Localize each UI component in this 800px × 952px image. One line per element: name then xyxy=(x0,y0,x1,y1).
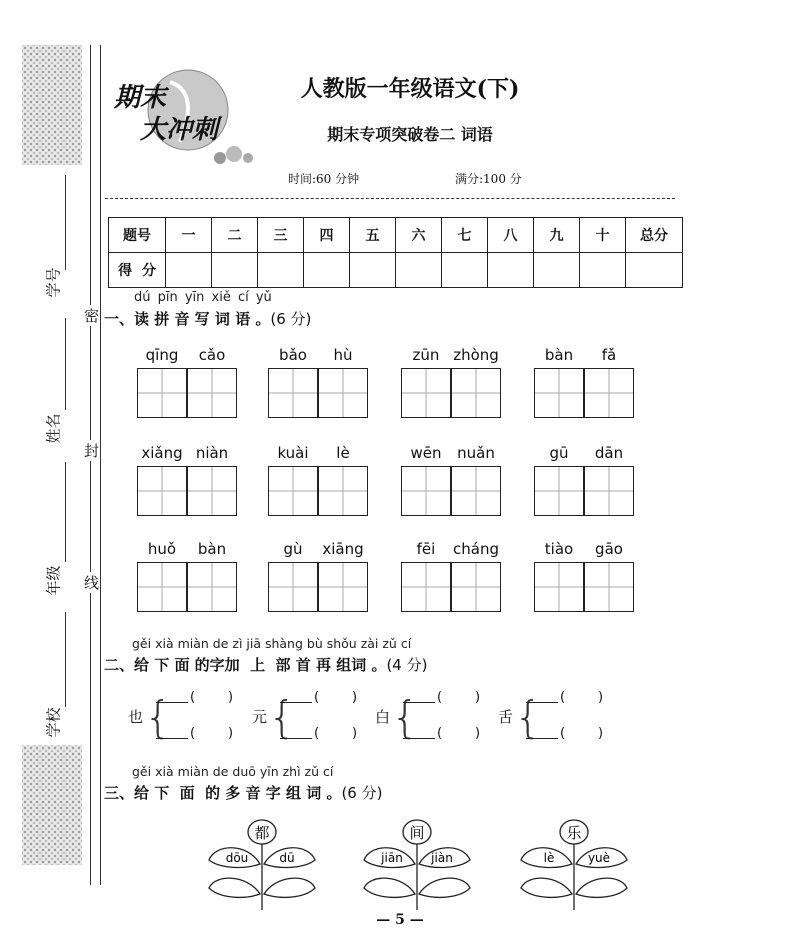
pinyin-word-group xyxy=(534,444,634,516)
binding-pattern-top xyxy=(22,45,82,165)
score-cell[interactable] xyxy=(396,253,442,288)
paren-open: ( xyxy=(190,690,196,705)
score-header-cell: 六 xyxy=(396,218,442,253)
brace-icon: { xyxy=(391,692,419,743)
logo-line2: 大冲刺 xyxy=(140,115,219,145)
paren-open: ( xyxy=(314,690,320,705)
tianzige-writing-box[interactable] xyxy=(451,562,501,612)
section2-pinyin: gěi xià miàn de zì jiā shàng bù shǒu zài zǔ cí xyxy=(132,636,412,651)
grade-blank xyxy=(65,462,66,562)
tianzige-writing-box[interactable] xyxy=(137,562,187,612)
brace-icon: { xyxy=(514,692,542,743)
flower-center-char: 乐 xyxy=(566,824,582,842)
pinyin-word-group xyxy=(401,444,501,516)
score-cell[interactable] xyxy=(442,253,488,288)
score-header-cell: 九 xyxy=(534,218,580,253)
score-header-cell: 十 xyxy=(580,218,626,253)
pinyin-word-group xyxy=(401,540,501,612)
paren-open: ( xyxy=(560,690,566,705)
pinyin-syllable: huǒ xyxy=(147,540,177,558)
paren-open: ( xyxy=(437,726,443,741)
answer-blank[interactable] xyxy=(403,738,435,739)
score-cell[interactable] xyxy=(580,253,626,288)
section2-points: (4 分) xyxy=(386,656,428,674)
tianzige-writing-box[interactable] xyxy=(534,562,584,612)
pinyin-syllable: tiào xyxy=(544,540,574,558)
pinyin-word-group xyxy=(137,346,237,418)
tianzige-writing-box[interactable] xyxy=(268,368,318,418)
answer-blank[interactable] xyxy=(156,738,188,739)
answer-blank[interactable] xyxy=(526,702,558,703)
paren-open: ( xyxy=(560,726,566,741)
flower-pinyin-right: dū xyxy=(279,851,295,865)
school-label: 学校 xyxy=(44,707,63,738)
tianzige-writing-box[interactable] xyxy=(318,466,368,516)
section1-points: (6 分) xyxy=(270,310,312,328)
brace-icon: { xyxy=(268,692,296,743)
tianzige-writing-box[interactable] xyxy=(534,466,584,516)
page-number: — 5 — xyxy=(376,912,424,928)
polyphone-flower xyxy=(207,812,317,912)
paren-close: ) xyxy=(228,690,234,705)
pinyin-word-group xyxy=(401,346,501,418)
pinyin-syllable: cǎo xyxy=(198,346,226,364)
score-table xyxy=(108,217,683,288)
tianzige-writing-box[interactable] xyxy=(584,466,634,516)
flower-pinyin-left: jiān xyxy=(381,851,403,865)
section3-title: 三、给 下 面 的 多 音 字 组 词 。 xyxy=(104,784,342,802)
paren-close: ) xyxy=(352,726,358,741)
pinyin-syllable: fǎ xyxy=(601,346,617,364)
tianzige-writing-box[interactable] xyxy=(268,466,318,516)
tianzige-writing-box[interactable] xyxy=(401,368,451,418)
pinyin-syllable: nuǎn xyxy=(457,444,495,462)
score-cell[interactable] xyxy=(534,253,580,288)
tianzige-writing-box[interactable] xyxy=(187,562,237,612)
section1-title: 一、读 拼 音 写 词 语 。 xyxy=(104,310,271,328)
answer-blank[interactable] xyxy=(156,702,188,703)
score-header-cell: 一 xyxy=(166,218,212,253)
score-cell[interactable] xyxy=(488,253,534,288)
grade-label: 年级 xyxy=(44,565,63,596)
radical-base-char: 舌 xyxy=(498,708,514,726)
pinyin-syllable: niàn xyxy=(195,444,229,462)
seal-char-feng: 封 xyxy=(84,442,100,460)
logo-line1: 期末 xyxy=(114,83,167,113)
tianzige-writing-box[interactable] xyxy=(137,466,187,516)
polyphone-flower xyxy=(519,812,629,912)
score-header-cell: 四 xyxy=(304,218,350,253)
answer-blank[interactable] xyxy=(280,738,312,739)
score-header-cell: 总分 xyxy=(626,218,683,253)
flower-center-char: 间 xyxy=(409,824,425,842)
page-title: 人教版一年级语文(下) xyxy=(300,76,520,102)
page-subtitle: 期末专项突破卷二 词语 xyxy=(327,125,493,144)
pinyin-syllable: bàn xyxy=(544,346,574,364)
name-label: 姓名 xyxy=(44,413,63,444)
pinyin-word-group xyxy=(268,346,368,418)
paren-close: ) xyxy=(228,726,234,741)
school-blank xyxy=(65,612,66,707)
pinyin-syllable: qīng xyxy=(145,346,179,364)
score-cell[interactable] xyxy=(258,253,304,288)
header-divider xyxy=(105,198,675,199)
pinyin-syllable: gù xyxy=(283,540,303,558)
section1-heading xyxy=(104,308,311,329)
score-header-cell: 七 xyxy=(442,218,488,253)
answer-blank[interactable] xyxy=(526,738,558,739)
pinyin-syllable: dān xyxy=(594,444,624,462)
flower-pinyin-left: lè xyxy=(543,851,555,865)
score-cell[interactable] xyxy=(304,253,350,288)
section3-pinyin: gěi xià miàn de duō yīn zhì zǔ cí xyxy=(132,764,334,779)
pinyin-syllable: zhòng xyxy=(453,346,499,364)
tianzige-writing-box[interactable] xyxy=(187,368,237,418)
paren-open: ( xyxy=(190,726,196,741)
pinyin-word-group xyxy=(268,444,368,516)
pinyin-syllable: hù xyxy=(333,346,353,364)
radical-base-char: 白 xyxy=(375,708,391,726)
answer-blank[interactable] xyxy=(403,702,435,703)
pinyin-word-group xyxy=(534,346,634,418)
pinyin-word-group xyxy=(268,540,368,612)
pinyin-syllable: lè xyxy=(336,444,350,462)
paren-close: ) xyxy=(475,726,481,741)
tianzige-writing-box[interactable] xyxy=(451,368,501,418)
score-cell[interactable] xyxy=(212,253,258,288)
pinyin-syllable: fēi xyxy=(416,540,436,558)
exam-full-score: 满分:100 分 xyxy=(455,172,522,186)
name-blank xyxy=(65,318,66,410)
tianzige-writing-box[interactable] xyxy=(451,466,501,516)
pinyin-word-group xyxy=(534,540,634,612)
pinyin-syllable: wēn xyxy=(410,444,442,462)
score-cell[interactable] xyxy=(350,253,396,288)
pinyin-syllable: gū xyxy=(549,444,569,462)
score-header-cell: 二 xyxy=(212,218,258,253)
section3-heading xyxy=(104,782,382,803)
section2-heading xyxy=(104,654,427,675)
paren-open: ( xyxy=(314,726,320,741)
section1-pinyin: dú pīn yīn xiě cí yǔ xyxy=(134,290,272,305)
pinyin-word-group xyxy=(137,444,237,516)
pinyin-syllable: gāo xyxy=(595,540,623,558)
pinyin-syllable: cháng xyxy=(453,540,499,558)
tianzige-writing-box[interactable] xyxy=(584,368,634,418)
score-row-label: 得 分 xyxy=(109,253,166,288)
flower-pinyin-left: dōu xyxy=(225,851,249,865)
tianzige-writing-box[interactable] xyxy=(401,562,451,612)
paren-close: ) xyxy=(598,690,604,705)
tianzige-writing-box[interactable] xyxy=(318,368,368,418)
binding-line xyxy=(90,45,91,885)
exam-time: 时间:60 分钟 xyxy=(288,172,360,186)
pinyin-word-group xyxy=(137,540,237,612)
polyphone-flower xyxy=(362,812,472,912)
section2-title: 二、给 下 面 的字加 上 部 首 再 组词 。 xyxy=(104,656,387,674)
section3-points: (6 分) xyxy=(341,784,383,802)
student-id-blank xyxy=(65,175,66,270)
score-cell[interactable] xyxy=(626,253,683,288)
radical-base-char: 也 xyxy=(128,708,144,726)
flower-center-char: 都 xyxy=(254,824,270,842)
paren-close: ) xyxy=(598,726,604,741)
score-cell[interactable] xyxy=(166,253,212,288)
score-table-header-row xyxy=(109,218,683,253)
score-header-cell: 八 xyxy=(488,218,534,253)
score-header-cell: 三 xyxy=(258,218,304,253)
score-header-cell: 五 xyxy=(350,218,396,253)
pinyin-syllable: kuài xyxy=(277,444,309,462)
answer-blank[interactable] xyxy=(280,702,312,703)
pinyin-syllable: xiāng xyxy=(322,540,364,558)
binding-pattern-bottom xyxy=(22,745,82,865)
paren-close: ) xyxy=(352,690,358,705)
tianzige-writing-box[interactable] xyxy=(534,368,584,418)
paren-close: ) xyxy=(475,690,481,705)
flower-pinyin-right: jiàn xyxy=(431,851,453,865)
pinyin-syllable: zūn xyxy=(412,346,440,364)
pinyin-syllable: xiǎng xyxy=(141,444,183,462)
cut-line xyxy=(100,45,101,885)
pinyin-syllable: bàn xyxy=(197,540,227,558)
flower-pinyin-right: yuè xyxy=(587,851,611,865)
student-id-label: 学号 xyxy=(44,267,63,298)
seal-char-xian: 线 xyxy=(84,574,100,592)
brace-icon: { xyxy=(144,692,172,743)
seal-char-mi: 密 xyxy=(84,307,100,325)
paren-open: ( xyxy=(437,690,443,705)
score-header-cell: 题号 xyxy=(109,218,166,253)
tianzige-writing-box[interactable] xyxy=(584,562,634,612)
radical-base-char: 元 xyxy=(252,708,268,726)
tianzige-writing-box[interactable] xyxy=(268,562,318,612)
tianzige-writing-box[interactable] xyxy=(187,466,237,516)
pinyin-syllable: bǎo xyxy=(279,346,307,364)
tianzige-writing-box[interactable] xyxy=(137,368,187,418)
tianzige-writing-box[interactable] xyxy=(401,466,451,516)
score-table-score-row xyxy=(109,253,683,288)
logo xyxy=(110,62,260,166)
tianzige-writing-box[interactable] xyxy=(318,562,368,612)
